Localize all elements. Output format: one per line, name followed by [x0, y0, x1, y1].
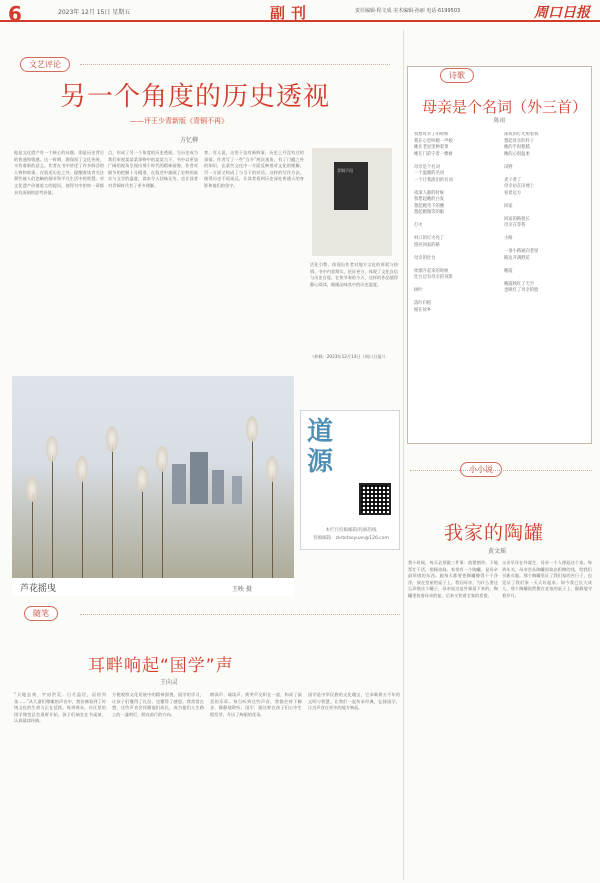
article-subtitle: ——评王少青新版《青铜不再》: [130, 117, 228, 125]
poem-tag: 诗歌: [440, 68, 474, 83]
story-tag: 小小说: [460, 462, 502, 477]
story-author: 黄文瑶: [488, 548, 507, 555]
essay-column-3: 朗读声、诵读声、欢笑声交织在一起，构成了最美的乐章。每当听到这些声音，我都会停下脚步，静静地聆听。国学，就这样在孩子们心中生根发芽，开出了绚丽的花朵。: [210, 692, 302, 717]
issue-date: 2023年 12月 15日 星期五: [58, 9, 131, 16]
article-tag: 文艺评论: [20, 57, 70, 72]
essay-tag: 随笔: [24, 606, 58, 621]
tag-rule: [80, 64, 390, 65]
essay-title: 耳畔响起“国学”声: [88, 656, 234, 676]
promo-title: 道源: [307, 417, 334, 477]
book-cover: 青铜不再: [334, 162, 368, 210]
poem-column-left: 我想母亲了的时候 我在心里叫她一声娘 她在老屋里种着菜 她在门前守着一棵树 母亲是个名词 一个温暖的名词 一个让我流泪的名词 夜深人静的时候 我想起她的白发 想起她弯下的腰 想起她微笑的眼 灯火 村口的灯火亮了 照亮回家的路 母亲的灶台 炊烟升起来的时候 灶台边有母亲的身影 树叶 落叶归根 根在故乡: [414, 132, 453, 313]
article-title: 另一个角度的历史透视: [60, 82, 331, 112]
story-column-1: 我小时候，每天必须做三件事：放猪割草，下地帮忙干活，照顾弟妹。家里有一个陶罐，是母亲最珍惜的东西。她每天都要把陶罐擦得干干净净，放在堂屋的桌子上。我问母亲，为什么要这么珍惜这个罐子，母亲说这是外婆留下来的。陶罐里装着母亲的盐，后来又装着全家的希望。: [408, 560, 498, 598]
qr-code-icon: [359, 483, 391, 515]
promo-line-1: 本栏目投稿邮箱/投稿热线: [325, 528, 377, 533]
photo-caption: 芦花摇曳: [20, 584, 57, 594]
promo-line-2: 投稿邮箱：zkrbdaoyuan@126.com: [313, 536, 389, 541]
article-column-2: 点，形成了另一个角度的历史透视。当历史成为我们审视某某某事物中的某某当下，书中以更加广阔的视角呈现出那个时代的精神面貌。作者对细节的把握十分精准，在叙述中兼顾了史料的真实与文学的温度，读来令人回味无穷，也让读者对青铜时代有了更多理解。: [108, 150, 198, 188]
editor-info: 责任编辑·程文成 美术编辑·孙丽 电话·6199503: [355, 8, 461, 14]
article-column-1: 他是文化遗产有一个核心的母题，即是历史背后的普通和情感。这一时期，既保留了文化传统，又有着新的意义。作者在书中讲述了许多鲜活的人物和故事，在叙述历史之外，提醒着读者关注那些被人们忽略的细节和平凡生活中的智慧。对文化遗产价值重大的提问，使得书中的每一章都具有深刻的思考价值。: [14, 150, 104, 195]
essay-column-1: “天地玄黄，宇宙洪荒。日月盈昃，辰宿列张……”从儿童们稚嫩的声音中，我仿佛看到了传统文化的生命力正在延续。每到周末，社区里的国学课堂总会准时开始，孩子们端坐在书桌前，认真诵读经典。: [14, 692, 106, 724]
promo-box: [300, 410, 400, 550]
article-column-3: 育，有人说，这用于仪有新鲜事，历史上并没有过的事情。作者写了一些“当多”两次视角，有了门槛之外的知识，在某些文化中一方面反映着对文化的理解，另一方面又构成了与当下的对话。这样的写作方法，使得历史不再遥远，让读者看到历史深处普通人的身影和他们的坚守。: [204, 150, 304, 188]
newspaper-logo: 周口日报: [534, 5, 590, 21]
essay-column-4: 国学是中华民族的文化瑰宝，它承载着五千年的文明与智慧。让我们一起传承经典，弘扬国学，让这声音在更多的地方响起。: [308, 692, 400, 711]
masthead: [0, 0, 600, 26]
article-author: 方忆柳: [180, 137, 199, 144]
section-name: 副刊: [270, 4, 313, 22]
poem-column-right: 深夜的灯光照着我 想起母亲的样子 她的手很粗糙 她的心很温柔 田野 麦子黄了 母亲站在田埂上 看着远方 回家 回家的路很长 母亲在等我 小路 一条小路通向老屋 路边开满野花 晚霞 晚霞映红了天空 也映红了母亲的脸: [504, 132, 539, 293]
page-number: 6: [8, 2, 22, 26]
reed-photo: [12, 376, 294, 594]
poem-title: 母亲是个名词（外三首）: [422, 98, 588, 116]
story-rule: [410, 470, 592, 471]
essay-rule: [80, 614, 400, 615]
poem-author: 陈雨: [494, 118, 506, 124]
photo-credit: 王映 摄: [232, 586, 252, 593]
book-image: [312, 148, 392, 256]
essay-author: 王向灵: [160, 679, 179, 686]
article-column-4: 活化引擎，体现出作者对地方文化的厚爱与热情。书中内容翔实，论证充分，体现了文化自信与历史自觉。在快节奏的今天，这样的作品值得静心阅读，细细品味其中的历史温度。: [310, 262, 398, 287]
story-title: 我家的陶罐: [444, 522, 545, 544]
story-column-2: 父亲早年在外谋生，母亲一个人撑起这个家。每到年关，母亲会从陶罐里取出积攒的钱，给我们买新衣服。那个陶罐见证了我们家的苦日子，也见证了我们家一天天好起来。如今我已长大成人，那个陶罐依然摆在老家的桌子上，静静地守着岁月。: [502, 560, 592, 598]
article-dateline: （转载：2023年12月14日《周口日报》）: [310, 354, 388, 359]
column-divider: [403, 30, 404, 880]
essay-column-2: 方便观察文化发展中的精神面貌。国学的学习，让孩子们懂得了礼仪，也懂得了感恩。我常常在想，这些声音会伴随他们成长，成为他们人生路上的一盏明灯，照亮前行的方向。: [112, 692, 204, 717]
